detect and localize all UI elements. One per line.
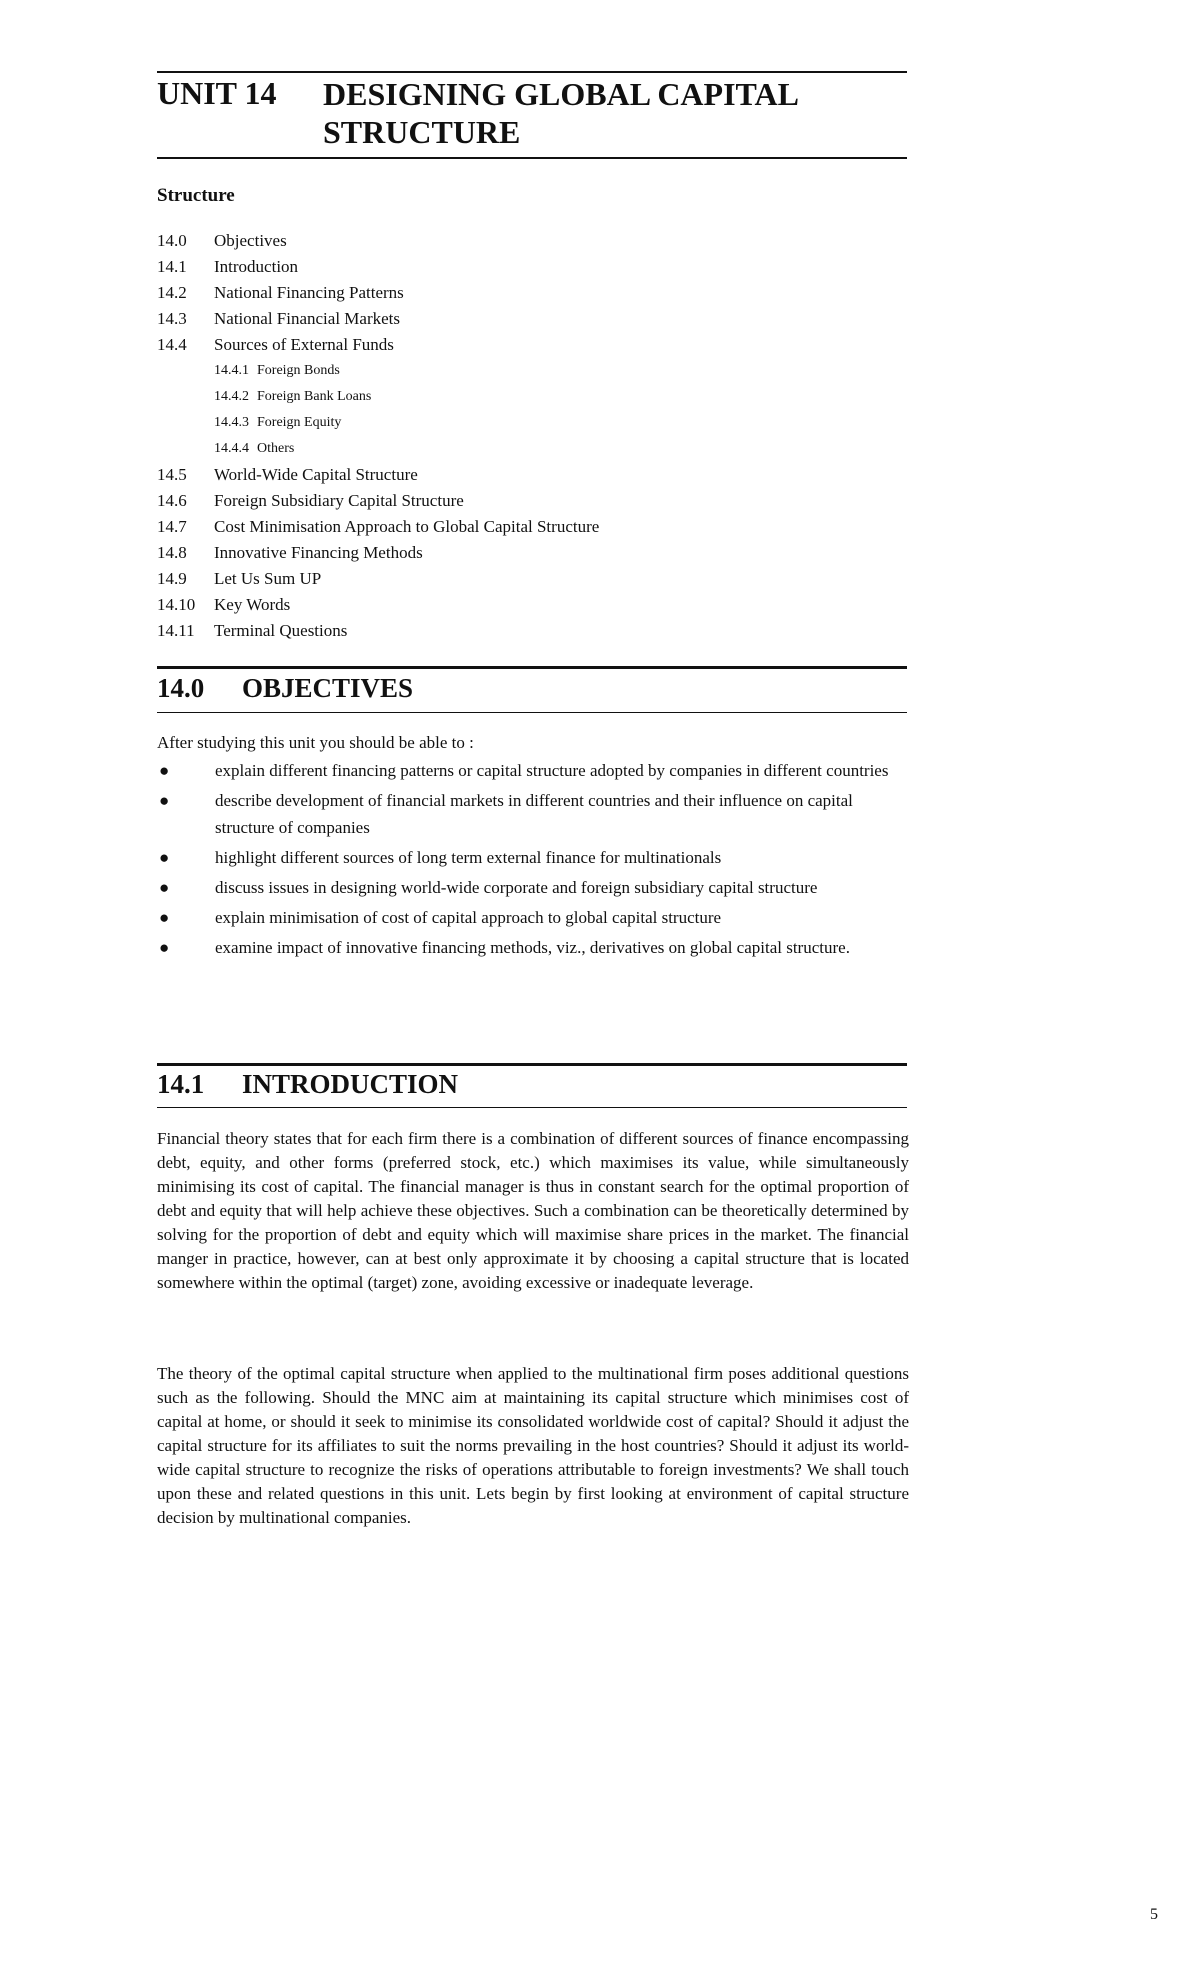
list-item [157,787,907,841]
header-bottom-rule [157,157,907,159]
toc-label: National Financing Patterns [214,283,404,302]
toc-label: Let Us Sum UP [214,569,322,588]
unit-title-line2: STRUCTURE [323,114,521,150]
bullet-text: examine impact of innovative financing methods, viz., derivatives on global capital structure. [215,938,850,957]
objectives-intro: After studying this unit you should be able to : [157,733,474,752]
introduction-top-rule [157,1063,907,1066]
bullet-icon: ● [159,791,170,810]
bullet-icon: ● [159,761,170,780]
toc-label: Cost Minimisation Approach to Global Capital Structure [214,517,600,536]
toc-label: Others [257,441,295,456]
bullet-text: highlight different sources of long term external finance for multinationals [215,848,722,867]
toc-label: Sources of External Funds [214,335,394,354]
toc-label: World-Wide Capital Structure [214,465,418,484]
toc-label: National Financial Markets [214,309,401,328]
objectives-section-title: OBJECTIVES [242,673,414,703]
toc-num: 14.9 [157,569,187,588]
introduction-section-number: 14.1 [157,1069,205,1099]
bullet-text: explain different financing patterns or capital structure adopted by companies in different countries [215,761,889,780]
objectives-section-number: 14.0 [157,673,205,703]
toc-label: Innovative Financing Methods [214,543,423,562]
bullet-icon: ● [159,848,170,867]
toc-num: 14.4 [157,335,187,354]
list-item [157,757,907,784]
toc-label: Terminal Questions [214,621,348,640]
toc-num: 14.7 [157,517,187,536]
top-rule [157,71,907,73]
introduction-bottom-rule [157,1107,907,1108]
toc-num: 14.4.3 [214,415,249,430]
bullet-icon: ● [159,878,170,897]
bullet-icon: ● [159,908,170,927]
list-item [157,874,907,901]
toc-label: Foreign Subsidiary Capital Structure [214,491,464,510]
unit-title-line1: DESIGNING GLOBAL CAPITAL [323,76,799,112]
list-item [157,904,907,931]
introduction-section-title: INTRODUCTION [242,1069,459,1099]
toc-num: 14.10 [157,595,196,614]
toc-num: 14.4.4 [214,441,249,456]
list-item [157,844,907,871]
toc-num: 14.4.2 [214,389,249,404]
objectives-top-rule [157,666,907,669]
toc-label: Key Words [214,595,291,614]
toc-num: 14.3 [157,309,187,328]
unit-label: UNIT 14 [157,75,277,111]
toc-label: Foreign Bonds [257,363,340,378]
toc-label: Foreign Equity [257,415,342,430]
toc-num: 14.4.1 [214,363,249,378]
toc-num: 14.8 [157,543,187,562]
toc-num: 14.1 [157,257,187,276]
list-item [157,934,907,961]
bullet-text: discuss issues in designing world-wide corporate and foreign subsidiary capital structure [215,878,818,897]
toc-label: Objectives [214,231,287,250]
objectives-list [157,757,907,964]
toc-label: Foreign Bank Loans [257,389,372,404]
bullet-text: describe development of financial markets in different countries and their influence on capital structure of companies [215,791,853,837]
toc-label: Introduction [214,257,299,276]
page-number: 5 [1150,1906,1158,1923]
toc-num: 14.0 [157,231,187,250]
bullet-text: explain minimisation of cost of capital approach to global capital structure [215,908,722,927]
introduction-paragraph-2: The theory of the optimal capital structure when applied to the multinational firm poses additional questions such as the following. Should the MNC aim at maintaining its capital structure which minimises cost of capital at home, or should it seek to minimise its consolidated worldwide cost of capital? Should it adjust the capital structure for its affiliates to suit the norms prevailing in the host countries? Should it adjust its world-wide capital structure to recognize the risks of operations attributable to foreign investments? We shall touch upon these and related questions in this unit. Lets begin by first looking at environment of capital structure decision by multinational companies. [157,1364,909,1527]
structure-heading: Structure [157,185,235,206]
toc-num: 14.2 [157,283,187,302]
unit-title [323,75,799,151]
introduction-paragraph-1: Financial theory states that for each firm there is a combination of different sources of finance encompassing debt, equity, and other forms (preferred stock, etc.) which maximises its value, while simultaneously minimising its cost of capital. The financial manager is thus in constant search for the optimal proportion of debt and equity that will help achieve these objectives. Such a combination can be theoretically determined by solving for the proportion of debt and equity which will maximise share prices in the market. The financial manger in practice, however, can at best only approximate it by choosing a capital structure that is located somewhere within the optimal (target) zone, avoiding excessive or inadequate leverage. [157,1129,909,1292]
toc-num: 14.11 [157,621,195,640]
bullet-icon: ● [159,938,170,957]
objectives-bottom-rule [157,712,907,713]
toc-num: 14.5 [157,465,187,484]
toc-num: 14.6 [157,491,187,510]
